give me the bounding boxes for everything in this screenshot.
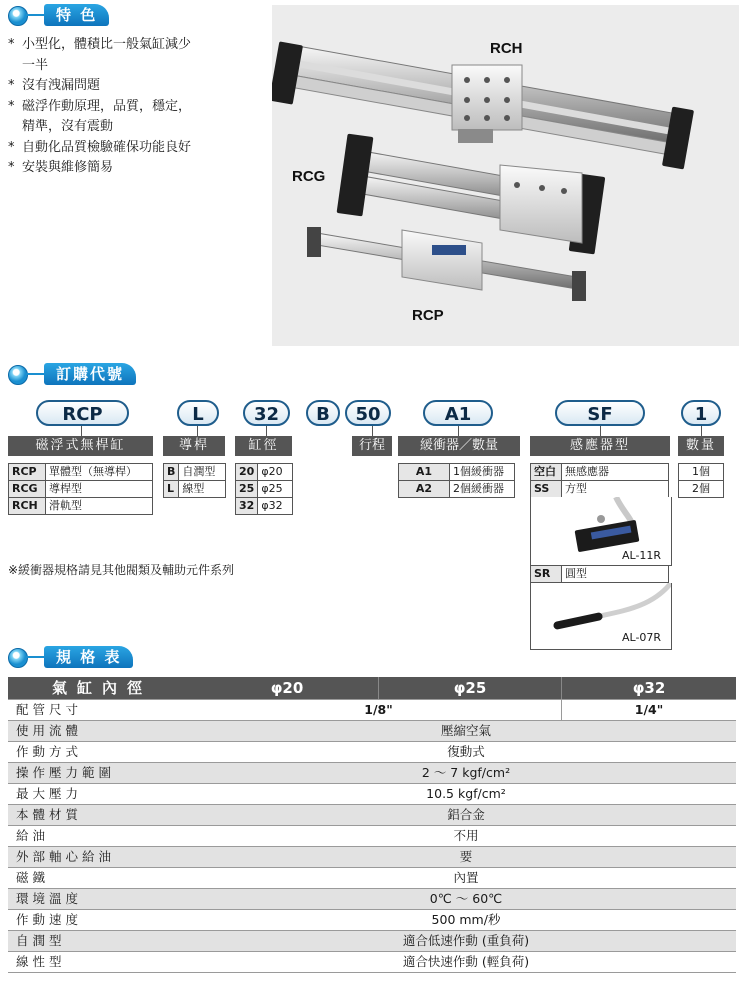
code-qty: 1 (681, 400, 721, 426)
asterisk-icon: * (8, 160, 15, 175)
bore-table (235, 463, 293, 515)
code-type: RCP (36, 400, 129, 426)
spec-row: 作動速度 500 mm/秒 (8, 910, 736, 931)
bullet-circle-icon (8, 648, 28, 668)
qty-table (678, 463, 724, 498)
cushion-table (398, 463, 515, 498)
table-row: 空白 無感應器 (531, 464, 669, 481)
spec-title: 規 格 表 (44, 646, 133, 668)
rcg-cylinder (337, 134, 606, 255)
feature-item: * 小型化，體積比一般氣缸減少 (8, 35, 258, 56)
spec-table (8, 677, 736, 973)
spec-row: 給油 不用 (8, 826, 736, 847)
code-sensor: SF (555, 400, 645, 426)
feature-item: * 沒有洩漏問題 (8, 76, 258, 97)
sensor-model-round: AL-07R (622, 631, 662, 644)
table-row: 25 φ25 (236, 481, 293, 498)
header-stroke: 行程 (352, 436, 392, 456)
header-guide: 導桿 (163, 436, 225, 456)
spec-header-c2: φ25 (379, 677, 562, 700)
spec-header-c3: φ32 (562, 677, 737, 700)
spec-row: 使用流體 壓縮空氣 (8, 721, 736, 742)
rch-label: RCH (490, 40, 523, 57)
bullet-circle-icon (8, 6, 28, 26)
header-qty: 數量 (678, 436, 724, 456)
spec-row: 外部軸心給油 要 (8, 847, 736, 868)
spec-row: 最大壓力 10.5 kgf/cm² (8, 784, 736, 805)
header-bore: 缸徑 (235, 436, 292, 456)
spec-row: 配管尺寸 1/8" 1/4" (8, 700, 736, 721)
table-row: SS 方型 (531, 481, 669, 498)
table-row: RCG 導桿型 (9, 481, 153, 498)
spec-row: 磁鐵 內置 (8, 868, 736, 889)
asterisk-icon: * (8, 78, 15, 93)
spec-header-c1: φ20 (196, 677, 379, 700)
rcp-cylinder (307, 227, 586, 301)
guide-table (163, 463, 226, 498)
table-row: 2個 (679, 481, 724, 498)
code-stroke: 50 (345, 400, 391, 426)
features-list (8, 35, 258, 179)
code-guide: L (177, 400, 219, 426)
table-row: 1個 (679, 464, 724, 481)
spec-row: 作動方式 復動式 (8, 742, 736, 763)
spec-header-row (8, 677, 736, 700)
rcg-label: RCG (292, 168, 326, 185)
asterisk-icon: * (8, 98, 15, 114)
feature-item: * 自動化品質檢驗確保功能良好 (8, 138, 258, 159)
bullet-circle-icon (8, 365, 28, 385)
code-b: B (306, 400, 340, 426)
product-photo (272, 5, 739, 346)
cylinder-illustration (272, 5, 739, 346)
table-row: A2 2個緩衝器 (399, 481, 515, 498)
spec-row: 本體材質 鋁合金 (8, 805, 736, 826)
code-cushion: A1 (423, 400, 493, 426)
header-sensor: 感應器型 (530, 436, 670, 456)
spec-row: 線性型 適合快速作動 (輕負荷) (8, 952, 736, 973)
spec-header-label: 氣缸內徑 (8, 677, 196, 700)
spec-row: 自潤型 適合低速作動 (重負荷) (8, 931, 736, 952)
table-row: L 線型 (164, 481, 226, 498)
header-type: 磁浮式無桿缸 (8, 436, 153, 456)
sensor-sr-table (530, 565, 669, 583)
table-row: 20 φ20 (236, 464, 293, 481)
spec-row: 操作壓力範圍 2 ～ 7 kgf/cm² (8, 763, 736, 784)
asterisk-icon: * (8, 37, 15, 52)
header-cushion: 緩衝器／數量 (398, 436, 520, 456)
rcp-label: RCP (412, 307, 444, 324)
order-title: 訂購代號 (44, 363, 136, 385)
sensor-model-square: AL-11R (622, 549, 662, 562)
features-title: 特 色 (44, 4, 109, 26)
spec-row: 環境溫度 0℃ ～ 60℃ (8, 889, 736, 910)
type-table (8, 463, 153, 515)
table-row: RCP 單體型（無導桿） (9, 464, 153, 481)
feature-item: * 安裝與維修簡易 (8, 158, 258, 179)
sensor-table (530, 463, 669, 498)
table-row: B 自潤型 (164, 464, 226, 481)
rch-cylinder (272, 41, 694, 169)
table-row: SR 圓型 (531, 566, 669, 583)
feature-item: 一半 (22, 57, 49, 73)
table-row: 32 φ32 (236, 498, 293, 515)
feature-item: * 磁浮作動原理，品質，穩定， (8, 97, 258, 118)
feature-item: 精準，沒有震動 (22, 119, 114, 134)
code-bore: 32 (243, 400, 290, 426)
table-row: RCH 滑軌型 (9, 498, 153, 515)
table-row: A1 1個緩衝器 (399, 464, 515, 481)
asterisk-icon: * (8, 139, 15, 155)
cushion-note: ※緩衝器規格請見其他閥類及輔助元件系列 (8, 563, 235, 577)
